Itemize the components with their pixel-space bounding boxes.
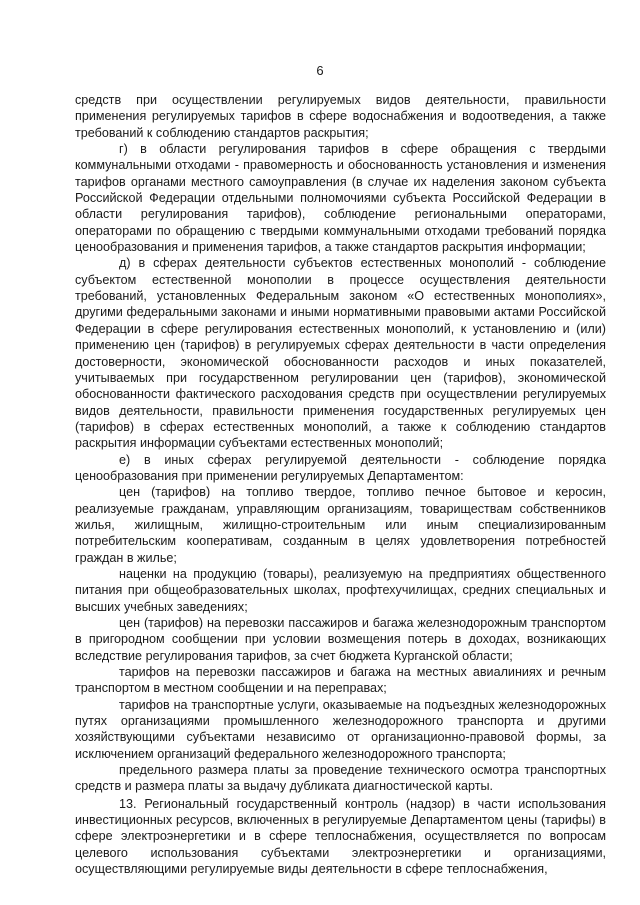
paragraph-item-g: г) в области регулирования тарифов в сфере обращения с твердыми коммунальными отходами - правомерность и обоснованность установления и изменения тарифов органами местного самоуправления (в случае их наделения законом субъекта Российской Федерации отдельными полномочиями субъекта Российской Федерации в области регулирования тарифов), соблюдение региональными операторами, операторами по обращению с твердыми коммунальными отходами требований порядка ценообразования и применения тарифов, а также стандартов раскрытия информации; [75, 142, 606, 255]
paragraph-catering-markup: наценки на продукцию (товары), реализуемую на предприятиях общественного питания при общеобразовательных школах, профтехучилищах, средних специальных и высших учебных заведениях; [75, 566, 606, 614]
document-body [75, 92, 606, 878]
paragraph-fuel-prices: цен (тарифов) на топливо твердое, топливо печное бытовое и керосин, реализуемые гражданам, управляющим организациям, товариществам собственников жилья, жилищным, жилищно-строительным или иным специализированным потребительским кооперативам, созданным в целях удовлетворения потребностей граждан в жилье; [75, 485, 606, 565]
paragraph-item-d: д) в сферах деятельности субъектов естественных монополий - соблюдение субъектом естественной монополии в процессе осуществления деятельности требований, установленных Федеральным законом «О естественных монополиях», другими федеральными законами и иными нормативными правовыми актами Российской Федерации в сфере регулирования естественных монополий, к установлению и (или) применению цен (тарифов) в регулируемых сферах деятельности в части определения достоверности, экономической обоснованности расходов и иных показателей, учитываемых при государственном регулировании цен (тарифов), экономической обоснованности фактического расходования средств при осуществлении регулируемых видов деятельности, правильности применения государственных регулируемых цен (тарифов) в сферах естественных монополий, а также к соблюдению стандартов раскрытия информации субъектами естественных монополий; [75, 256, 606, 451]
paragraph-continuation: средств при осуществлении регулируемых видов деятельности, правильности применения регулируемых тарифов в сфере водоснабжения и водоотведения, а также требований к соблюдению стандартов раскрытия; [75, 93, 606, 140]
paragraph-rail-transport: цен (тарифов) на перевозки пассажиров и багажа железнодорожным транспортом в пригородном сообщении при условии возмещения потерь в доходах, возникающих вследствие регулирования тарифов, за счет бюджета Курганской области; [75, 616, 606, 663]
paragraph-item-e: е) в иных сферах регулируемой деятельности - соблюдение порядка ценообразования при применении регулируемых Департаментом: [75, 452, 606, 483]
page-number: 6 [316, 63, 324, 78]
paragraph-section-13: 13. Региональный государственный контроль (надзор) в части использования инвестиционных ресурсов, включенных в регулируемые Департаментом цены (тарифы) в сфере электроэнергетики и в сфере теплоснабжения, осуществляется по вопросам целевого использования субъектами электроэнергетики и организациями, осуществляющими регулируемые виды деятельности в сфере теплоснабжения, [75, 796, 606, 877]
paragraph-technical-inspection: предельного размера платы за проведение технического осмотра транспортных средств и размера платы за выдачу дубликата диагностической карты. [75, 763, 606, 794]
paragraph-access-railways: тарифов на транспортные услуги, оказываемые на подъездных железнодорожных путях организациями промышленного железнодорожного транспорта и другими хозяйствующими субъектами независимо от организационно-правовой формы, за исключением организаций федерального железнодорожного транспорта; [75, 697, 606, 761]
paragraph-air-river-transport: тарифов на перевозки пассажиров и багажа на местных авиалиниях и речным транспортом в местном сообщении и на переправах; [75, 665, 606, 696]
